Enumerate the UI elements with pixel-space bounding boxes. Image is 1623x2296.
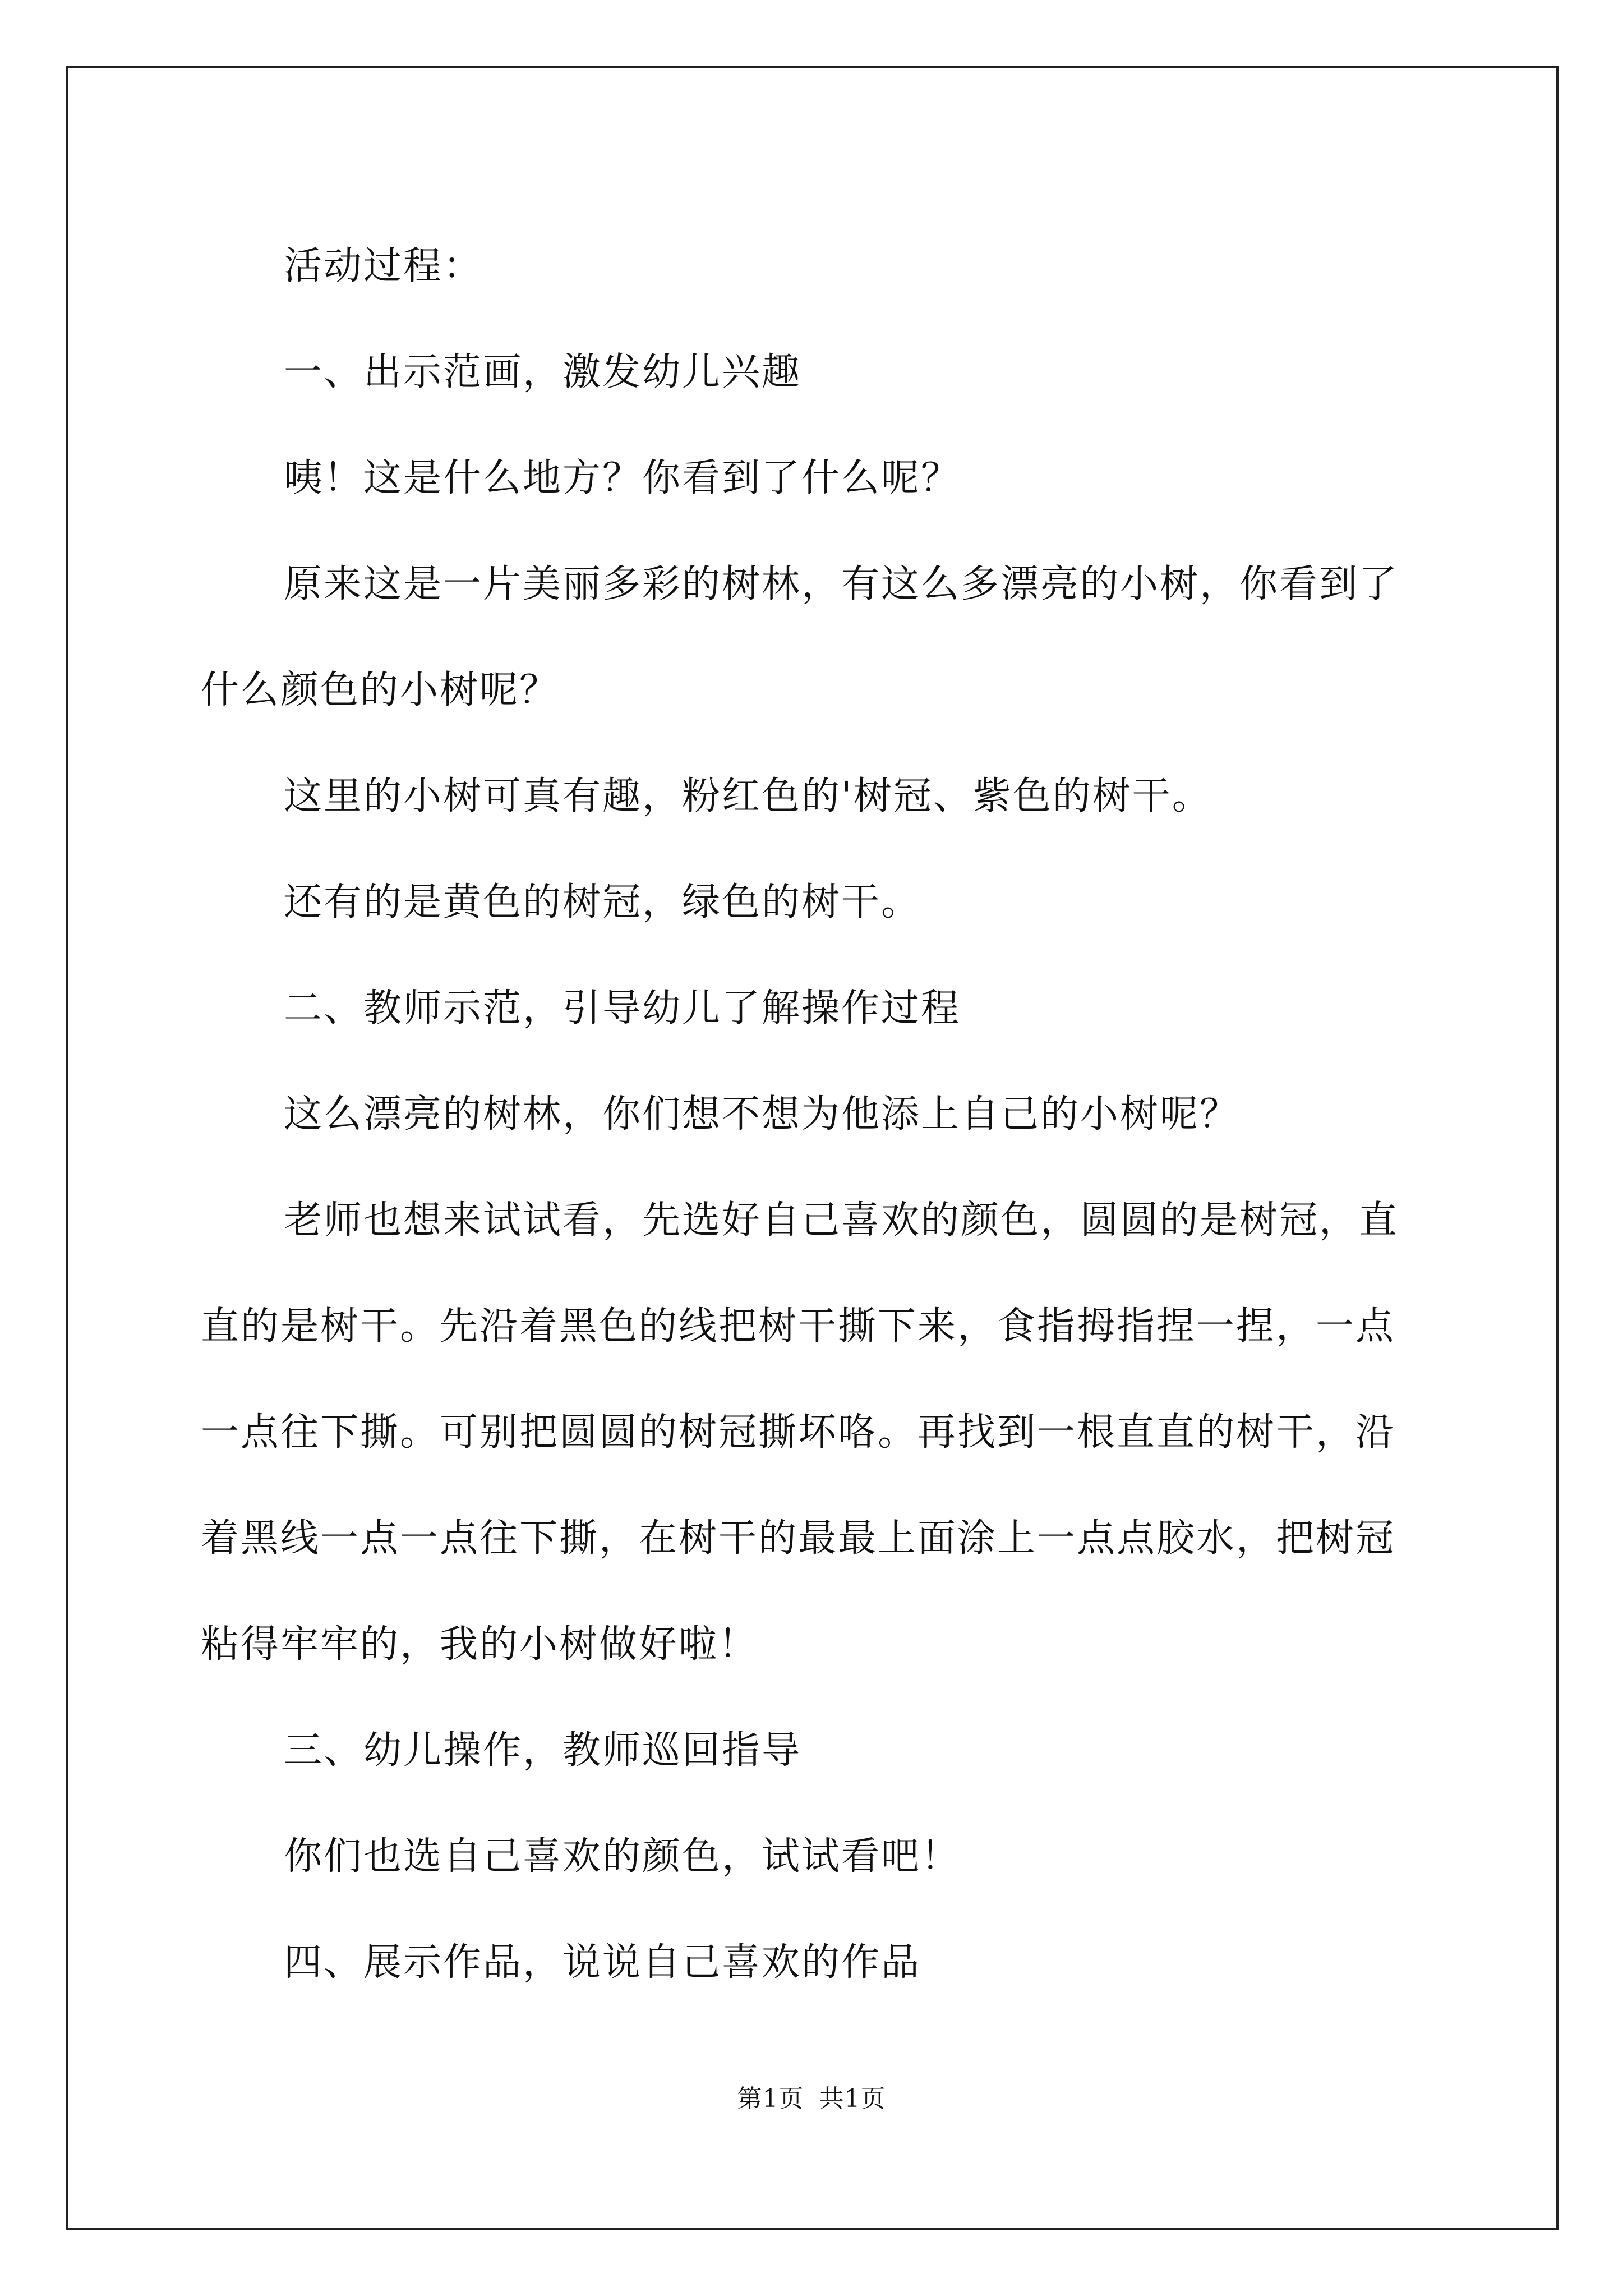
- paragraph: 原来这是一片美丽多彩的树林，有这么多漂亮的小树，你看到了什么颜色的小树呢？: [201, 562, 1399, 712]
- document-body: [201, 213, 1429, 2016]
- paragraph: 还有的是黄色的树冠，绿色的树干。: [284, 880, 921, 924]
- page-number: 第1页: [737, 2085, 804, 2113]
- paragraph-section-1-heading: 一、出示范画，激发幼儿兴趣: [284, 350, 802, 394]
- paragraph-section-4-heading: 四、展示作品，说说自己喜欢的作品: [284, 1940, 921, 1985]
- paragraph: 老师也想来试试看，先选好自己喜欢的颜色，圆圆的是树冠，直直的是树干。先沿着黑色的线把树干撕下来，食指拇指捏一捏，一点一点往下撕。可别把圆圆的树冠撕坏咯。再找到一根直直的树干，沿着黑线一点一点往下撕，在树干的最最上面涂上一点点胶水，把树冠粘得牢牢的，我的小树做好啦！: [201, 1198, 1399, 1667]
- page-footer: [0, 2082, 1623, 2116]
- paragraph: 这里的小树可真有趣，粉红色的'树冠、紫色的树干。: [284, 774, 1212, 818]
- page-total: 共1页: [819, 2085, 886, 2113]
- paragraph: 你们也选自己喜欢的颜色，试试看吧！: [284, 1834, 961, 1879]
- paragraph: 咦！这是什么地方？你看到了什么呢？: [284, 456, 961, 500]
- paragraph: 这么漂亮的树林，你们想不想为他添上自己的小树呢？: [284, 1092, 1240, 1137]
- paragraph-section-3-heading: 三、幼儿操作，教师巡回指导: [284, 1728, 802, 1773]
- paragraph-section-2-heading: 二、教师示范，引导幼儿了解操作过程: [284, 986, 961, 1030]
- paragraph-activity-process: 活动过程：: [284, 244, 483, 288]
